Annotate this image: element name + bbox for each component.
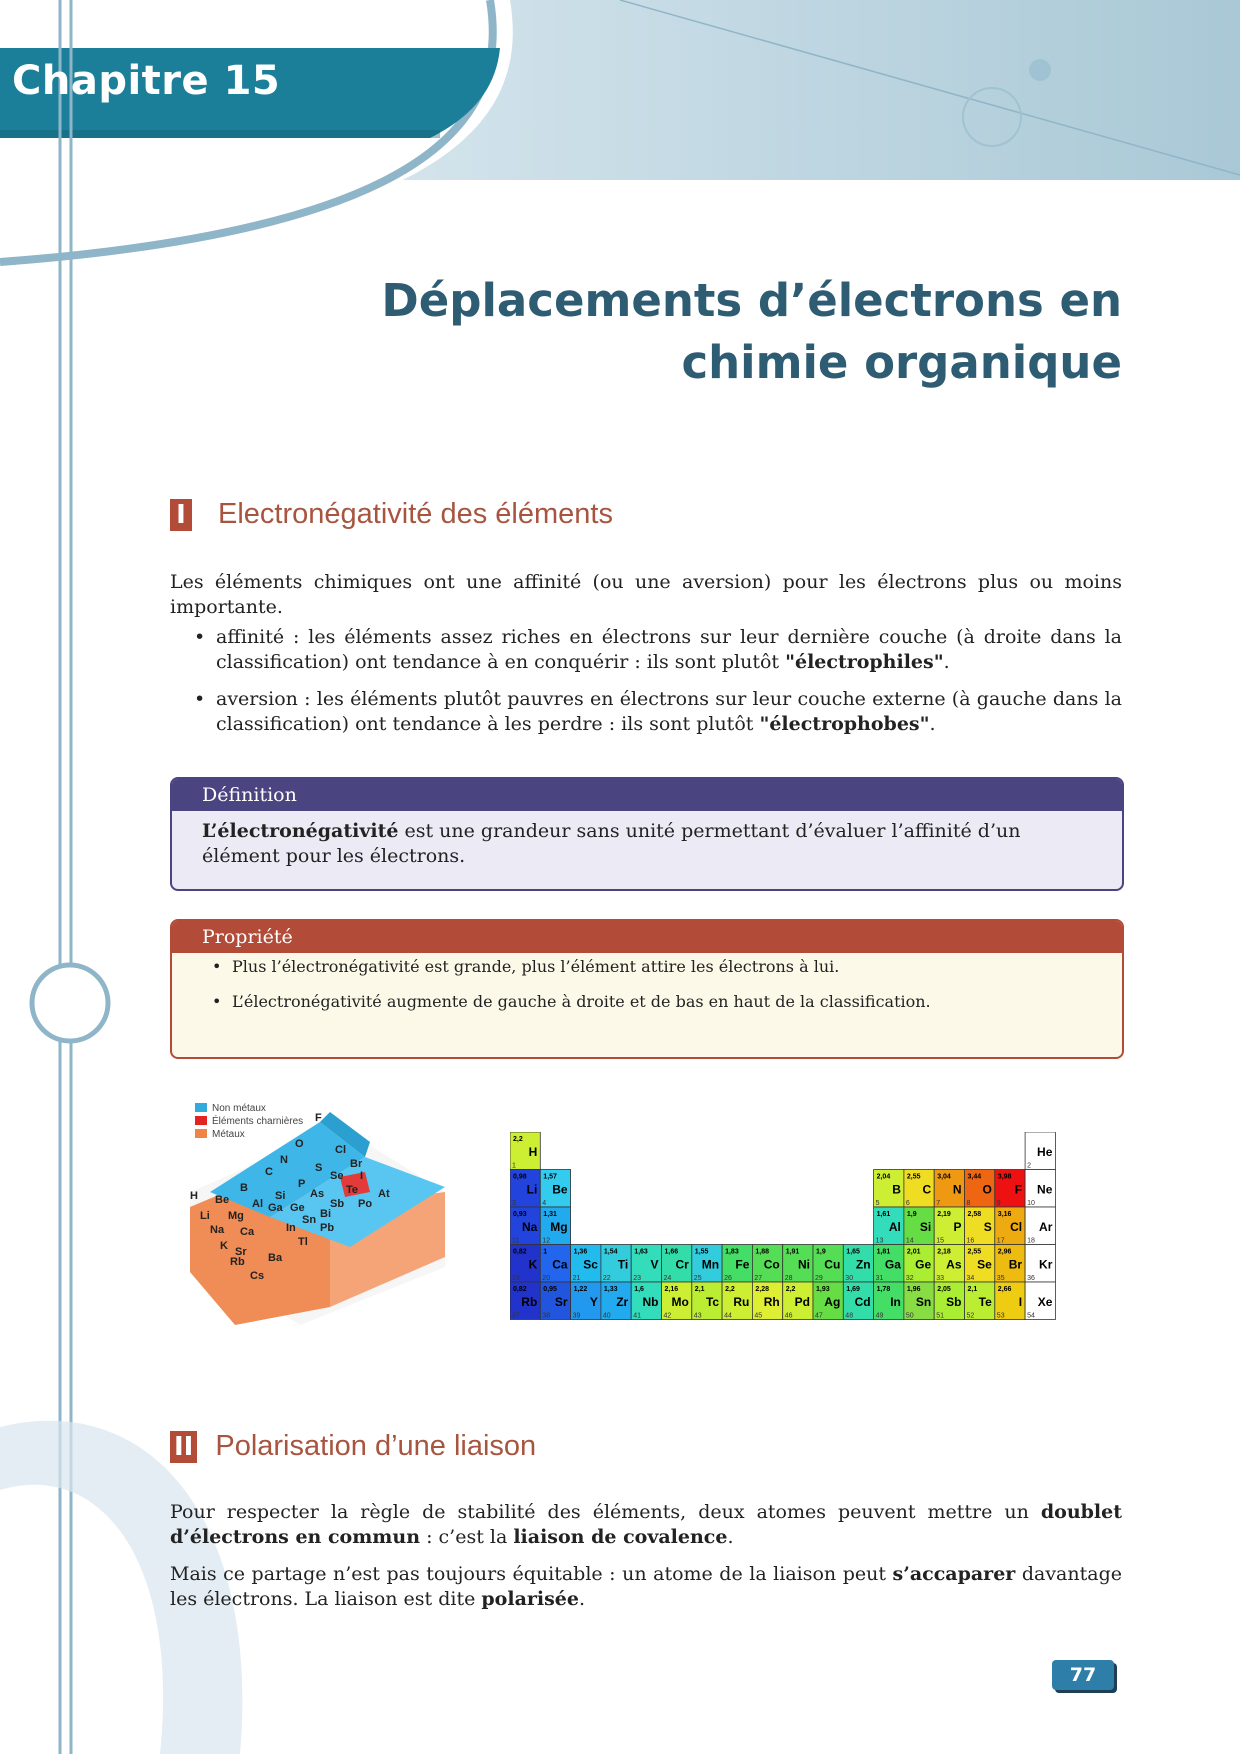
atomic-number: 42 <box>663 1312 672 1320</box>
atomic-number: 35 <box>996 1275 1005 1282</box>
electronegativity-value: 1,33 <box>603 1286 618 1293</box>
electronegativity-value: 2,16 <box>664 1286 679 1293</box>
element-symbol: Ni <box>798 1257 810 1272</box>
atomic-number: 31 <box>875 1275 884 1282</box>
element-cell-v <box>631 1245 661 1283</box>
element-label-al: Al <box>252 1198 263 1210</box>
atomic-number: 5 <box>875 1200 880 1207</box>
legend-hinge-swatch <box>195 1116 207 1125</box>
element-cell-p <box>934 1207 964 1245</box>
atomic-number: 40 <box>602 1312 611 1320</box>
atomic-number: 51 <box>936 1312 944 1320</box>
element-cell-al <box>874 1207 904 1245</box>
electronegativity-value: 1,65 <box>846 1248 860 1256</box>
electronegativity-value: 1,36 <box>573 1248 588 1256</box>
element-cell-mg <box>540 1207 570 1245</box>
element-symbol: H <box>528 1145 538 1159</box>
element-cell-ni <box>783 1245 813 1283</box>
element-cell-sb <box>934 1282 964 1320</box>
legend-metals: Métaux <box>212 1129 245 1140</box>
element-symbol: Co <box>763 1257 780 1272</box>
electronegativity-value: 1,31 <box>543 1211 557 1218</box>
electronegativity-value: 2,96 <box>997 1248 1012 1256</box>
atomic-number: 19 <box>512 1275 520 1282</box>
element-cell-li <box>510 1170 540 1208</box>
element-symbol: Cl <box>1010 1220 1023 1234</box>
element-cell-sc <box>571 1245 601 1283</box>
electronegativity-value: 2,01 <box>906 1248 921 1256</box>
element-symbol: Ar <box>1039 1220 1053 1234</box>
electronegativity-value: 3,04 <box>937 1173 951 1181</box>
element-symbol: Sc <box>583 1257 598 1272</box>
atomic-number: 28 <box>784 1275 793 1282</box>
electronegativity-value: 1,61 <box>876 1211 891 1218</box>
element-cell-ga <box>874 1245 904 1283</box>
element-symbol: Tc <box>705 1295 720 1309</box>
element-symbol: Li <box>526 1182 538 1197</box>
element-label-cl: Cl <box>335 1144 346 1156</box>
atomic-number: 20 <box>542 1275 551 1282</box>
element-label-rb: Rb <box>230 1256 245 1268</box>
element-cell-cr <box>662 1245 692 1283</box>
element-symbol: Sr <box>554 1295 568 1309</box>
element-cell-he <box>1025 1132 1055 1170</box>
section-2-number: II <box>170 1431 197 1463</box>
element-label-o: O <box>295 1138 304 1150</box>
element-cell-be <box>540 1170 570 1208</box>
element-cell-ca <box>540 1245 570 1283</box>
atomic-number: 26 <box>724 1275 732 1282</box>
element-cell-si <box>904 1207 934 1245</box>
element-cell-c <box>904 1170 934 1208</box>
element-label-sb: Sb <box>330 1198 345 1210</box>
electronegativity-value: 1,57 <box>543 1173 557 1181</box>
electronegativity-value: 1,78 <box>876 1286 891 1293</box>
element-label-p: P <box>298 1178 306 1190</box>
atomic-number: 1 <box>512 1162 516 1170</box>
term-electrophiles: "électrophiles" <box>785 651 944 673</box>
definition-text: L’électronégativité est une grandeur sans unité permettant d’évaluer l’affinité d’un élément pour les électrons. <box>202 820 1021 867</box>
electronegativity-value: 3,16 <box>997 1211 1012 1218</box>
electronegativity-value: 2,1 <box>967 1286 978 1293</box>
element-label-na: Na <box>210 1224 225 1236</box>
element-cell-xe <box>1025 1282 1055 1320</box>
element-cell-h <box>510 1132 540 1170</box>
element-symbol: Zr <box>616 1295 629 1309</box>
atomic-number: 21 <box>572 1275 581 1282</box>
covalence-paragraph: Pour respecter la règle de stabilité des éléments, deux atomes peuvent mettre un doublet d’électrons en commun : c’est la liaison de covalence. <box>170 1501 1122 1548</box>
electronegativity-value: 1,66 <box>664 1248 679 1256</box>
element-label-sn: Sn <box>302 1214 317 1226</box>
electronegativity-value: 1,55 <box>694 1248 709 1256</box>
element-label-c: C <box>265 1166 273 1178</box>
electronegativity-value: 1,88 <box>755 1248 770 1256</box>
atomic-number: 43 <box>693 1312 702 1320</box>
element-label-mg: Mg <box>228 1210 244 1222</box>
atomic-number: 10 <box>1027 1200 1035 1207</box>
element-symbol: He <box>1037 1145 1053 1159</box>
element-cell-ti <box>601 1245 631 1283</box>
element-label-si: Si <box>275 1190 286 1202</box>
chapter-label: Chapitre 15 <box>12 58 281 104</box>
element-label-pb: Pb <box>320 1222 335 1234</box>
atomic-number: 53 <box>996 1312 1005 1320</box>
atomic-number: 37 <box>512 1312 520 1320</box>
element-label-se: Se <box>330 1170 344 1182</box>
element-cell-as <box>934 1245 964 1283</box>
atomic-number: 24 <box>663 1275 672 1282</box>
electronegativity-value: 2,28 <box>755 1286 770 1293</box>
atomic-number: 12 <box>542 1237 551 1245</box>
atomic-number: 15 <box>936 1237 944 1245</box>
element-cell-ne <box>1025 1170 1055 1208</box>
element-cell-pd <box>783 1282 813 1320</box>
electronegativity-value: 1,81 <box>876 1248 891 1256</box>
element-symbol: Y <box>589 1295 598 1309</box>
element-symbol: Se <box>977 1257 992 1272</box>
element-cell-se <box>965 1245 995 1283</box>
element-symbol: Ru <box>733 1295 750 1309</box>
element-cell-in <box>874 1282 904 1320</box>
element-cell-n <box>934 1170 964 1208</box>
legend-nonmetals: Non métaux <box>212 1103 266 1114</box>
definition-label: Définition <box>172 779 1122 811</box>
element-symbol: Al <box>888 1220 901 1234</box>
element-symbol: F <box>1014 1182 1023 1197</box>
electronegativity-value: 1,9 <box>906 1211 917 1218</box>
atomic-number: 44 <box>724 1312 732 1320</box>
element-symbol: Nb <box>642 1295 659 1309</box>
electronegativity-value: 2,2 <box>513 1136 523 1143</box>
element-label-sr: Sr <box>235 1246 247 1258</box>
element-label-be: Be <box>215 1194 230 1206</box>
atomic-number: 50 <box>905 1312 914 1320</box>
electronegativity-value: 2,05 <box>937 1286 951 1293</box>
element-symbol: K <box>528 1257 538 1272</box>
atomic-number: 30 <box>845 1275 854 1282</box>
atomic-number: 9 <box>996 1200 1001 1207</box>
element-label-te: Te <box>346 1184 359 1196</box>
electronegativity-value: 1,6 <box>634 1286 644 1293</box>
periodic-table <box>510 1132 1056 1324</box>
element-cell-k <box>510 1245 540 1283</box>
element-label-in: In <box>286 1222 296 1234</box>
electronegativity-value: 3,98 <box>997 1173 1012 1181</box>
section-1-heading <box>170 498 613 531</box>
element-symbol: N <box>952 1182 962 1197</box>
element-cell-zr <box>601 1282 631 1320</box>
atomic-number: 48 <box>845 1312 854 1320</box>
atomic-number: 47 <box>815 1312 823 1320</box>
element-label-ba: Ba <box>268 1252 283 1264</box>
term-electrophobes: "électrophobes" <box>759 713 930 735</box>
electronegativity-value: 1,9 <box>816 1248 826 1256</box>
element-cell-ru <box>722 1282 752 1320</box>
electronegativity-value: 2,2 <box>785 1286 796 1293</box>
element-symbol: O <box>982 1182 992 1197</box>
atomic-number: 46 <box>784 1312 793 1320</box>
atomic-number: 4 <box>542 1200 547 1207</box>
element-label-li: Li <box>200 1210 210 1222</box>
electronegativity-value: 0,98 <box>513 1173 527 1181</box>
affinity-list <box>190 625 1122 749</box>
intro-paragraph: Les éléments chimiques ont une affinité (ou une aversion) pour les électrons plus ou moins importante. <box>170 571 1122 618</box>
electronegativity-value: 0,95 <box>543 1286 557 1293</box>
element-cell-cu <box>813 1245 843 1283</box>
atomic-number: 13 <box>875 1237 884 1245</box>
electronegativity-value: 2,18 <box>937 1248 951 1256</box>
element-label-tl: Tl <box>298 1236 308 1248</box>
electronegativity-value: 2,66 <box>997 1286 1012 1293</box>
element-cell-ge <box>904 1245 934 1283</box>
electronegativity-value: 2,04 <box>876 1173 891 1181</box>
element-cell-fe <box>722 1245 752 1283</box>
legend-nonmetals-swatch <box>195 1103 207 1112</box>
polarisation-paragraph: Mais ce partage n’est pas toujours équitable : un atome de la liaison peut s’accaparer davantage les électrons. La liaison est dite polarisée. <box>170 1563 1122 1610</box>
element-label-cs: Cs <box>250 1270 265 1282</box>
element-symbol: Si <box>919 1220 932 1234</box>
atomic-number: 49 <box>875 1312 884 1320</box>
element-symbol: Br <box>1008 1257 1023 1272</box>
element-cell-mo <box>662 1282 692 1320</box>
atomic-number: 38 <box>542 1312 551 1320</box>
element-cell-sr <box>540 1282 570 1320</box>
element-symbol: Te <box>978 1295 992 1309</box>
element-symbol: Ca <box>552 1257 568 1272</box>
electronegativity-value: 2,1 <box>694 1286 705 1293</box>
element-symbol: Cr <box>675 1257 689 1272</box>
element-symbol: Ne <box>1037 1182 1053 1197</box>
element-symbol: Be <box>552 1182 568 1197</box>
element-cell-br <box>995 1245 1025 1283</box>
atomic-number: 11 <box>512 1237 520 1245</box>
element-cell-f <box>995 1170 1025 1208</box>
element-cell-ar <box>1025 1207 1055 1245</box>
atomic-number: 8 <box>966 1200 971 1207</box>
electronegativity-value: 3,44 <box>967 1173 982 1181</box>
atomic-number: 16 <box>966 1237 975 1245</box>
element-symbol: Mo <box>671 1295 689 1309</box>
section-1-title: Electronégativité des éléments <box>218 498 613 530</box>
element-label-at: At <box>378 1188 390 1200</box>
bullet-aversion: • aversion : les éléments plutôt pauvres en électrons sur leur couche externe (à gauche dans la classification) ont tendance à les perdre : ils sont plutôt "électrophobes". <box>190 687 1122 737</box>
element-cell-sn <box>904 1282 934 1320</box>
legend-hinge: Éléments charnières <box>212 1116 304 1127</box>
electronegativity-value: 0,82 <box>513 1248 527 1256</box>
atomic-number: 29 <box>815 1275 823 1282</box>
element-cell-nb <box>631 1282 661 1320</box>
element-symbol: Zn <box>855 1257 871 1272</box>
element-symbol: Xe <box>1037 1295 1053 1309</box>
element-cell-rb <box>510 1282 540 1320</box>
atomic-number: 23 <box>633 1275 641 1282</box>
electronegativity-value: 1,96 <box>906 1286 921 1293</box>
atomic-number: 45 <box>754 1312 763 1320</box>
element-label-n: N <box>280 1154 288 1166</box>
property-item: • Plus l’électronégativité est grande, plus l’élément attire les électrons à lui. <box>212 957 1122 976</box>
element-symbol: Ge <box>915 1257 932 1272</box>
element-symbol: Ga <box>884 1257 901 1272</box>
element-symbol: B <box>892 1182 901 1197</box>
element-symbol: P <box>953 1220 962 1234</box>
definition-box <box>170 777 1124 891</box>
electronegativity-value: 1,69 <box>846 1286 860 1293</box>
element-symbol: I <box>1018 1295 1023 1309</box>
electronegativity-value: 1,83 <box>725 1248 739 1256</box>
element-label-po: Po <box>358 1198 373 1210</box>
atomic-number: 41 <box>633 1312 641 1320</box>
element-label-f: F <box>315 1112 322 1124</box>
electronegativity-value: 2,55 <box>906 1173 921 1181</box>
electronegativity-value: 1,63 <box>634 1248 648 1256</box>
atomic-number: 54 <box>1027 1312 1035 1320</box>
element-cell-kr <box>1025 1245 1055 1283</box>
element-cell-zn <box>843 1245 873 1283</box>
element-symbol: Cu <box>824 1257 841 1272</box>
classification-3d-figure <box>190 1097 448 1325</box>
element-symbol: Sn <box>915 1295 932 1309</box>
atomic-number: 36 <box>1027 1275 1035 1282</box>
section-2-heading <box>170 1430 536 1463</box>
element-cell-tc <box>692 1282 722 1320</box>
element-cell-cl <box>995 1207 1025 1245</box>
element-cell-mn <box>692 1245 722 1283</box>
property-box <box>170 919 1124 1059</box>
electronegativity-value: 1,54 <box>603 1248 618 1256</box>
element-symbol: V <box>650 1257 659 1272</box>
element-symbol: Ti <box>617 1257 629 1272</box>
element-label-s: S <box>315 1162 323 1174</box>
element-symbol: Sb <box>946 1295 962 1309</box>
atomic-number: 22 <box>602 1275 611 1282</box>
electronegativity-value: 1,91 <box>785 1248 800 1256</box>
atomic-number: 33 <box>936 1275 944 1282</box>
section-2-title: Polarisation d’une liaison <box>215 1430 537 1462</box>
atomic-number: 14 <box>905 1237 914 1245</box>
electronegativity-value: 1,93 <box>816 1286 830 1293</box>
element-cell-s <box>965 1207 995 1245</box>
title-line-1: Déplacements d’électrons en <box>381 274 1122 327</box>
element-symbol: S <box>983 1220 992 1234</box>
element-label-br: Br <box>350 1158 363 1170</box>
page-number: 77 <box>1052 1660 1114 1690</box>
element-label-as: As <box>310 1188 325 1200</box>
atomic-number: 17 <box>996 1237 1005 1245</box>
property-list <box>172 957 1122 1011</box>
atomic-number: 39 <box>572 1312 581 1320</box>
section-1-number: I <box>170 499 192 531</box>
element-symbol: In <box>890 1295 901 1309</box>
element-cell-o <box>965 1170 995 1208</box>
element-label-ga: Ga <box>268 1202 283 1214</box>
element-symbol: Cd <box>854 1295 871 1309</box>
legend-metals-swatch <box>195 1129 207 1138</box>
element-cell-co <box>752 1245 782 1283</box>
electronegativity-value: 0,82 <box>513 1286 527 1293</box>
element-label-ge: Ge <box>290 1202 305 1214</box>
atomic-number: 6 <box>905 1200 910 1207</box>
atomic-number: 25 <box>693 1275 702 1282</box>
electronegativity-value: 2,58 <box>967 1211 982 1218</box>
electronegativity-value: 2,55 <box>967 1248 982 1256</box>
element-label-h: H <box>190 1190 198 1202</box>
element-cell-cd <box>843 1282 873 1320</box>
element-symbol: Pd <box>794 1295 810 1309</box>
element-symbol: Mg <box>550 1220 568 1234</box>
page-title <box>381 270 1122 394</box>
element-cell-y <box>571 1282 601 1320</box>
atomic-number: 27 <box>754 1275 763 1282</box>
element-label-bi: Bi <box>320 1208 331 1220</box>
element-symbol: Kr <box>1039 1257 1053 1272</box>
title-line-2: chimie organique <box>681 336 1122 389</box>
atomic-number: 18 <box>1027 1237 1035 1245</box>
electronegativity-value: 1,22 <box>573 1286 588 1293</box>
element-cell-rh <box>752 1282 782 1320</box>
element-symbol: Fe <box>735 1257 750 1272</box>
element-symbol: Rb <box>521 1295 538 1309</box>
element-symbol: C <box>922 1182 932 1197</box>
atomic-number: 2 <box>1027 1162 1032 1170</box>
element-cell-ag <box>813 1282 843 1320</box>
electronegativity-value: 0,93 <box>513 1211 527 1218</box>
atomic-number: 3 <box>512 1200 516 1207</box>
electronegativity-value: 2,2 <box>725 1286 735 1293</box>
element-symbol: Na <box>521 1220 538 1234</box>
element-cell-te <box>965 1282 995 1320</box>
property-item: • L’électronégativité augmente de gauche à droite et de bas en haut de la classification. <box>212 992 1122 1011</box>
element-cell-i <box>995 1282 1025 1320</box>
element-label-ca: Ca <box>240 1226 255 1238</box>
atomic-number: 7 <box>936 1200 941 1207</box>
element-cell-na <box>510 1207 540 1245</box>
bullet-affinity: • affinité : les éléments assez riches en électrons sur leur dernière couche (à droite dans la classification) ont tendance à en conquérir : ils sont plutôt "électrophiles". <box>190 625 1122 675</box>
electronegativity-value: 2,19 <box>937 1211 951 1218</box>
element-label-b: B <box>240 1182 248 1194</box>
atomic-number: 52 <box>966 1312 975 1320</box>
atomic-number: 34 <box>966 1275 975 1282</box>
element-symbol: Ag <box>824 1295 841 1309</box>
element-cell-b <box>874 1170 904 1208</box>
element-symbol: As <box>946 1257 962 1272</box>
element-label-k: K <box>220 1240 228 1252</box>
atomic-number: 32 <box>905 1275 914 1282</box>
element-symbol: Mn <box>701 1257 720 1272</box>
property-label: Propriété <box>172 921 1122 953</box>
element-label-i: I <box>360 1170 364 1182</box>
element-symbol: Rh <box>763 1295 780 1309</box>
electronegativity-value: 1 <box>543 1248 548 1256</box>
